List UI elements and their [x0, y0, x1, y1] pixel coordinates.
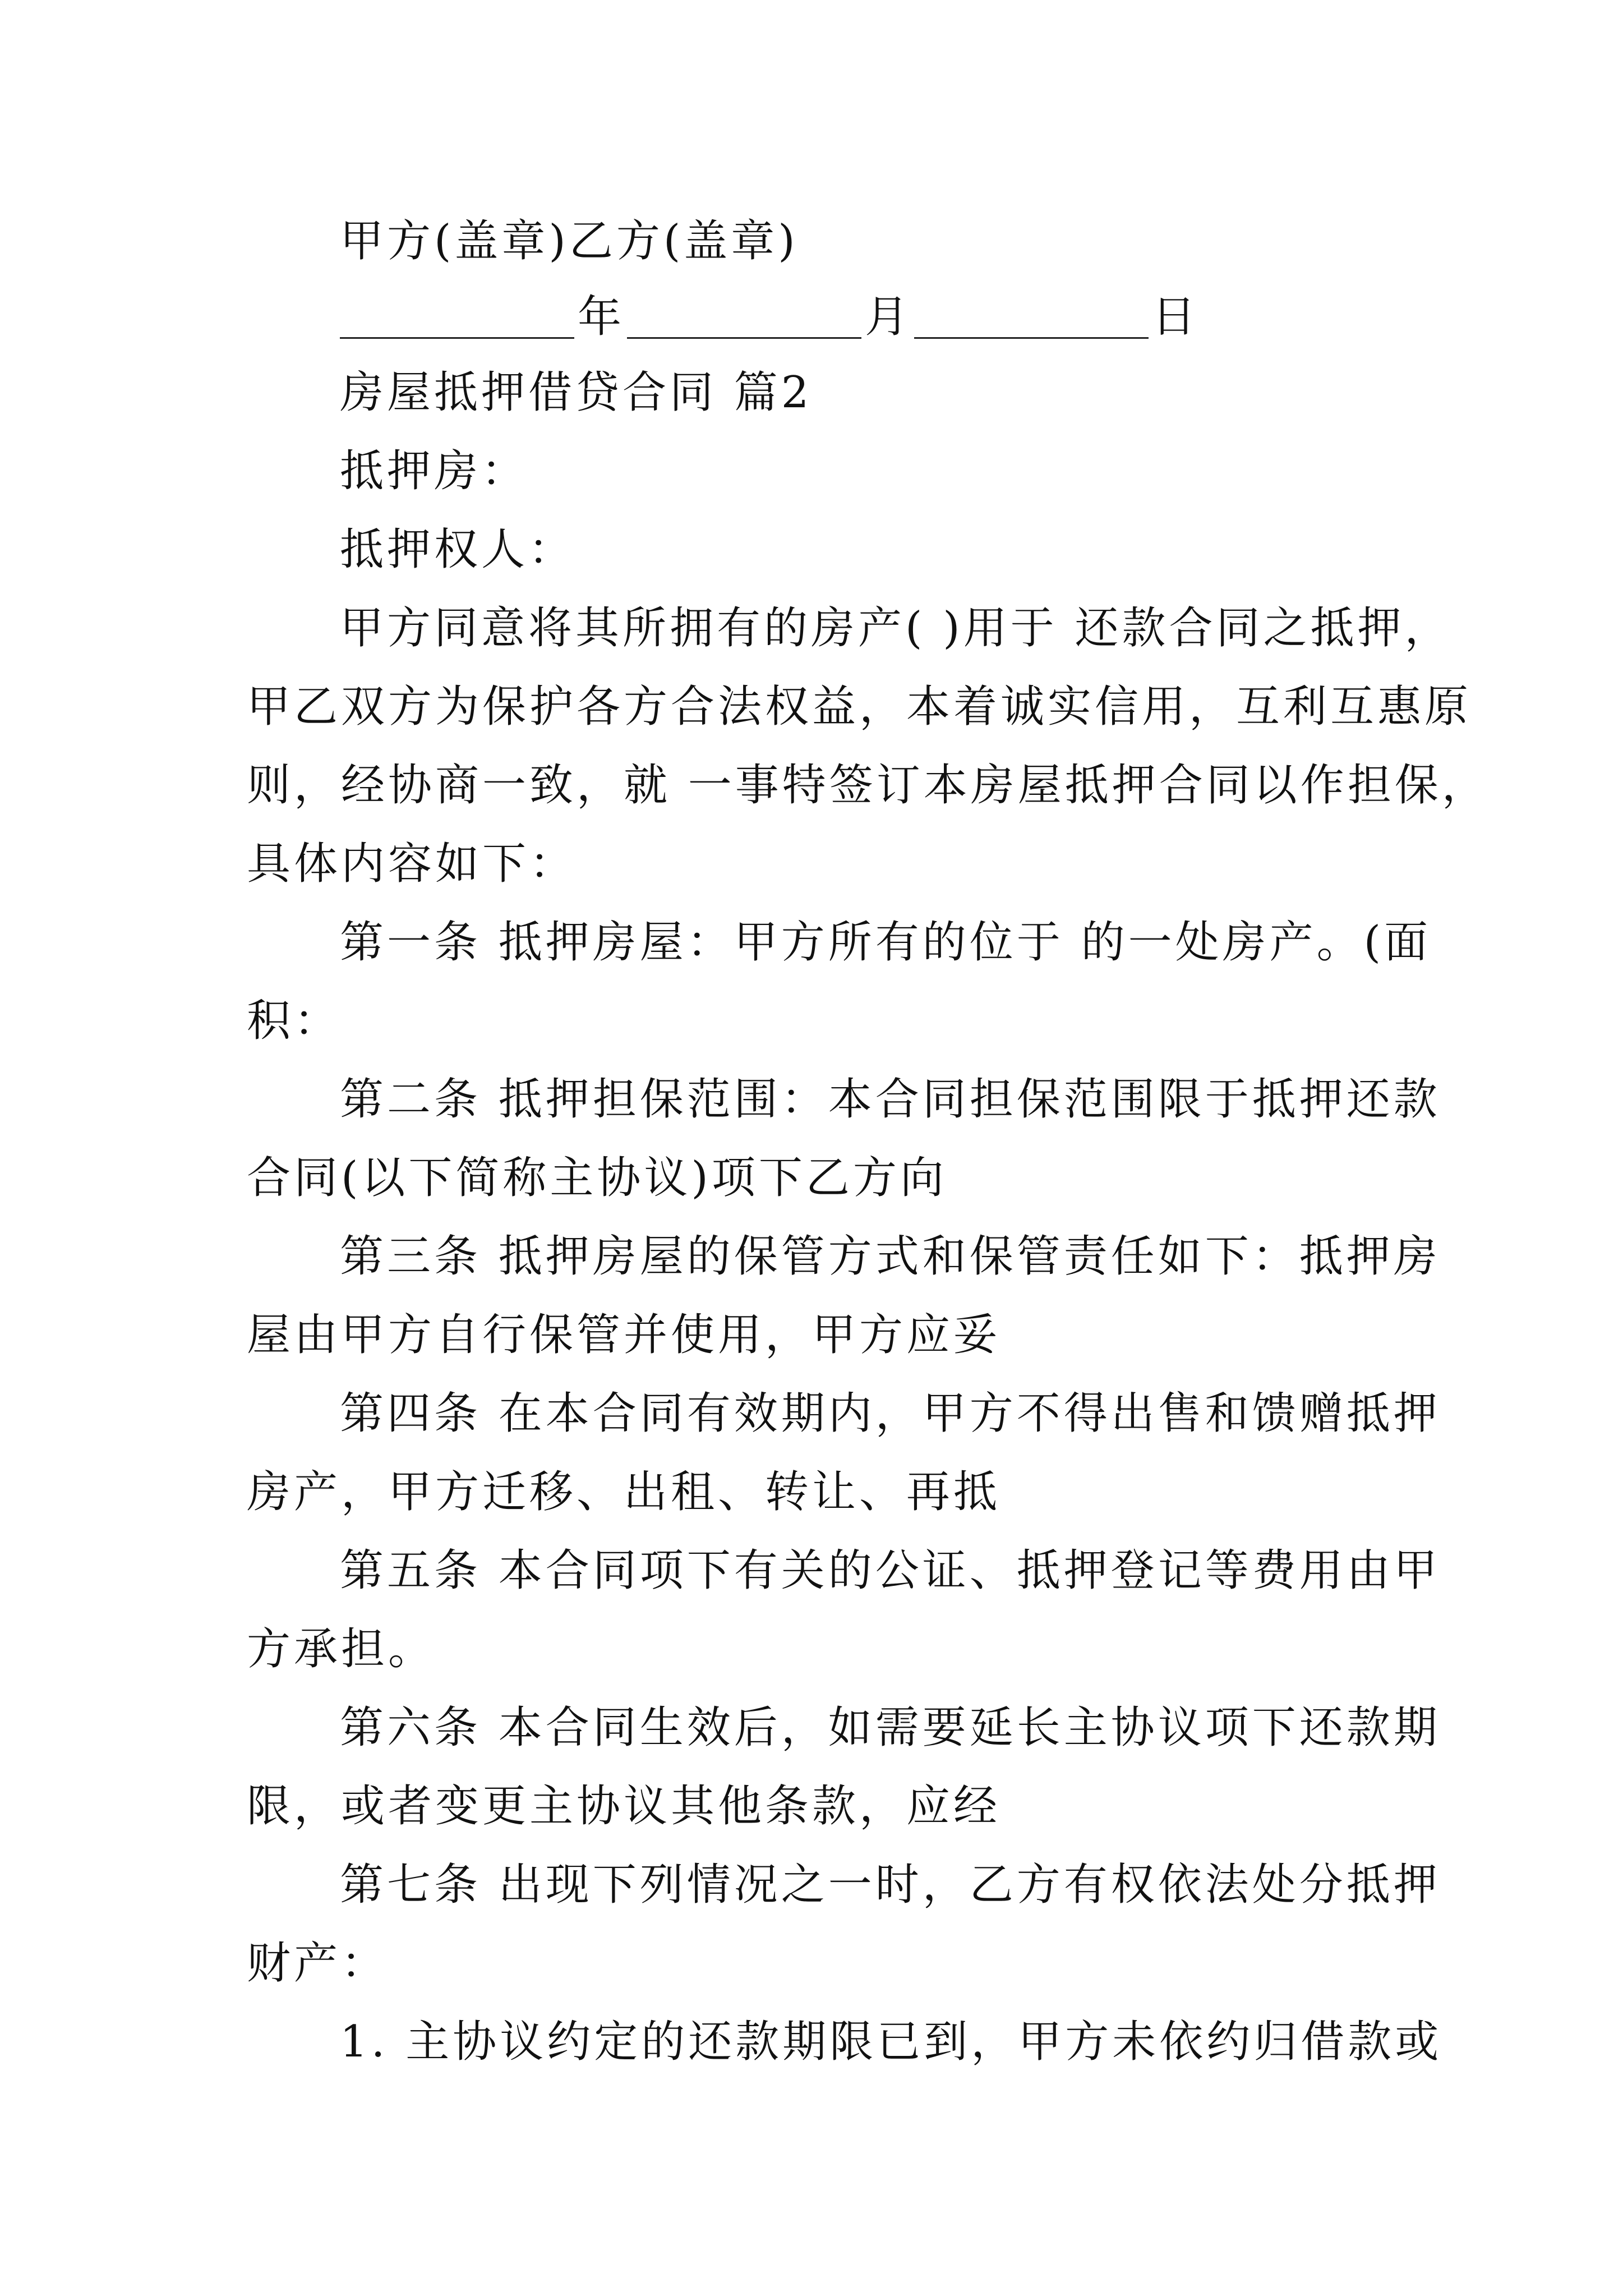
signature-date-line: [340, 286, 1237, 348]
article-2: 第二条 抵押担保范围：本合同担保范围限于抵押还款: [340, 1074, 1441, 1125]
paragraph-line: 具体内容如下：: [247, 839, 577, 889]
paragraph-line: 甲乙双方为保护各方合法权益，本着诚实信用，互利互惠原: [247, 682, 1472, 732]
article-1-cont: 积：: [247, 996, 342, 1046]
paragraph-line: 则，经协商一致，就 一事特签订本房屋抵押合同以作担保，: [247, 760, 1489, 811]
mortgagee-field: 抵押权人：: [340, 524, 576, 575]
section-title: 房屋抵押借贷合同 篇2: [340, 367, 813, 418]
month-label: 月: [865, 292, 909, 342]
signature-parties: 甲方(盖章)乙方(盖章): [340, 216, 799, 266]
article-7-cont: 财产：: [247, 1938, 389, 1989]
article-2-cont: 合同(以下简称主协议)项下乙方向: [247, 1153, 947, 1203]
article-4-cont: 房产，甲方迁移、出租、转让、再抵: [247, 1467, 1001, 1517]
article-5-cont: 方承担。: [247, 1624, 436, 1674]
article-5: 第五条 本合同项下有关的公证、抵押登记等费用由甲: [340, 1545, 1441, 1596]
article-4: 第四条 在本合同有效期内，甲方不得出售和馈赠抵押: [340, 1388, 1441, 1439]
paragraph-line: 甲方同意将其所拥有的房产( )用于 还款合同之抵押，: [340, 603, 1452, 654]
article-3: 第三条 抵押房屋的保管方式和保管责任如下：抵押房: [340, 1231, 1441, 1282]
day-blank: [914, 337, 1149, 339]
article-7-item-1: 1. 主协议约定的还款期限已到，甲方未依约归借款或: [340, 2017, 1442, 2067]
month-blank: [627, 337, 861, 339]
year-blank: [340, 337, 574, 339]
day-label: 日: [1152, 292, 1196, 342]
article-6-cont: 限，或者变更主协议其他条款，应经: [247, 1781, 1001, 1832]
article-6: 第六条 本合同生效后，如需要延长主协议项下还款期: [340, 1703, 1441, 1753]
article-7: 第七条 出现下列情况之一时，乙方有权依法处分抵押: [340, 1860, 1441, 1910]
year-label: 年: [578, 292, 622, 342]
article-1: 第一条 抵押房屋：甲方所有的位于 的一处房产。(面: [340, 917, 1432, 968]
article-3-cont: 屋由甲方自行保管并使用，甲方应妥: [247, 1310, 1001, 1360]
mortgaged-property-field: 抵押房：: [340, 446, 529, 496]
